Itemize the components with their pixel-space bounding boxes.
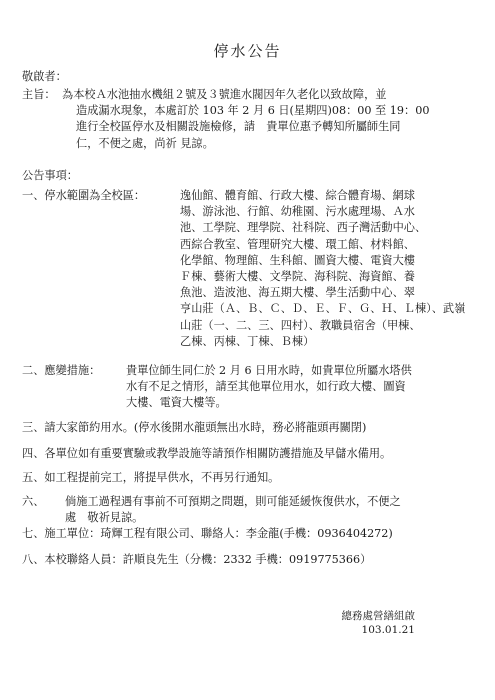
subject-label: 主旨：: [22, 88, 56, 101]
item-line: 西綜合教室、管理研究大樓、環工館、材料館、: [180, 237, 415, 251]
item-line: 倘施工過程遇有事前不可預期之問題，則可能延緩恢復供水，不便之: [65, 495, 401, 508]
item-body: [22, 446, 391, 462]
item-line: Ｆ棟、藝術大樓、文學院、海科院、海資館、養: [180, 270, 415, 284]
item-line: 五、如工程提前完工，將提早供水，不再另行通知。: [22, 471, 280, 484]
item-line: 水有不足之情形，請至其他單位用水，如行政大樓、圖資: [126, 380, 406, 394]
notice-item-4: [22, 446, 480, 462]
subject-line: 造成漏水現象，本處訂於 103 年 2 月 6 日(星期四)08：00 至 19：00: [76, 104, 430, 118]
item-line: 大樓、電資大樓等。: [126, 396, 227, 410]
item-line: 七、施工單位：琦輝工程有限公司、聯絡人：李金龍(手機：0936404272): [22, 527, 393, 540]
item-line: 四、各單位如有重要實驗或教學設施等請預作相關防護措施及早儲水備用。: [22, 447, 392, 460]
item-body: [22, 420, 366, 436]
item-line: 三、請大家節約用水。(停水後開水龍頭無出水時，務必將龍頭再關閉): [22, 421, 367, 434]
notice-item-3: [22, 420, 480, 436]
subject-line: 進行全校區停水及相關設施檢修，請 貴單位惠予轉知所屬師生同: [76, 120, 401, 134]
item-body: [180, 188, 465, 350]
item-body: [65, 494, 401, 526]
item-line: 處 敬祈見諒。: [65, 511, 144, 525]
item-body: [22, 526, 393, 542]
notice-item-6: [22, 494, 480, 526]
item-line: 魚池、造波池、海五期大樓、學生活動中心、翠: [180, 286, 415, 300]
item-line: 亨山莊（Ａ、Ｂ、Ｃ、Ｄ、Ｅ、Ｆ、Ｇ、Ｈ、Ｌ棟）、武嶺: [180, 302, 466, 316]
item-line: 乙棟、丙棟、丁棟、Ｂ棟）: [180, 334, 315, 348]
issuer-signature: 總務處營繕組啟: [341, 610, 415, 622]
greeting: 敬啟者：: [22, 70, 67, 83]
subject-body: [62, 87, 477, 152]
item-line: 場、游泳池、行館、幼稚園、污水處理場、Ａ水: [180, 205, 415, 219]
item-prefix: 一、停水範圍為全校區：: [22, 189, 146, 202]
item-body: [22, 552, 371, 568]
item-line: 貴單位師生同仁於 2 月 6 日用水時，如貴單位所屬水塔供: [126, 364, 412, 377]
subject-line: 為本校Ａ水池抽水機組２號及３號進水閥因年久老化以致故障，並: [62, 88, 387, 101]
notice-item-7: [22, 526, 480, 542]
notice-item-8: [22, 552, 480, 568]
subject-block: [22, 87, 477, 152]
notice-item-1: [22, 188, 480, 350]
notice-item-2: [22, 363, 480, 412]
item-body: [22, 470, 279, 486]
item-body: [126, 363, 412, 412]
notice-item-5: [22, 470, 480, 486]
item-line: 山莊（一、二、三、四村）、教職員宿舍（甲棟、: [180, 318, 421, 332]
item-line: 池、工學院、理學院、社科院、西子灣活動中心、: [180, 221, 427, 235]
section-heading: 公告事項：: [22, 169, 78, 182]
item-prefix: 六、: [22, 495, 45, 508]
item-line: 八、本校聯絡人員：許順良先生（分機：2332 手機：0919775366）: [22, 553, 372, 566]
subject-line: 仁，不便之處，尚祈 見諒。: [76, 136, 214, 150]
item-line: 逸仙館、體育館、行政大樓、綜合體育場、網球: [180, 189, 415, 202]
item-line: 化學館、物理館、生科館、圖資大樓、電資大樓: [180, 253, 415, 267]
item-prefix: 二、應變措施：: [22, 364, 101, 377]
document-title: 停水公告: [213, 42, 282, 60]
issue-date: 103.01.21: [361, 624, 415, 636]
